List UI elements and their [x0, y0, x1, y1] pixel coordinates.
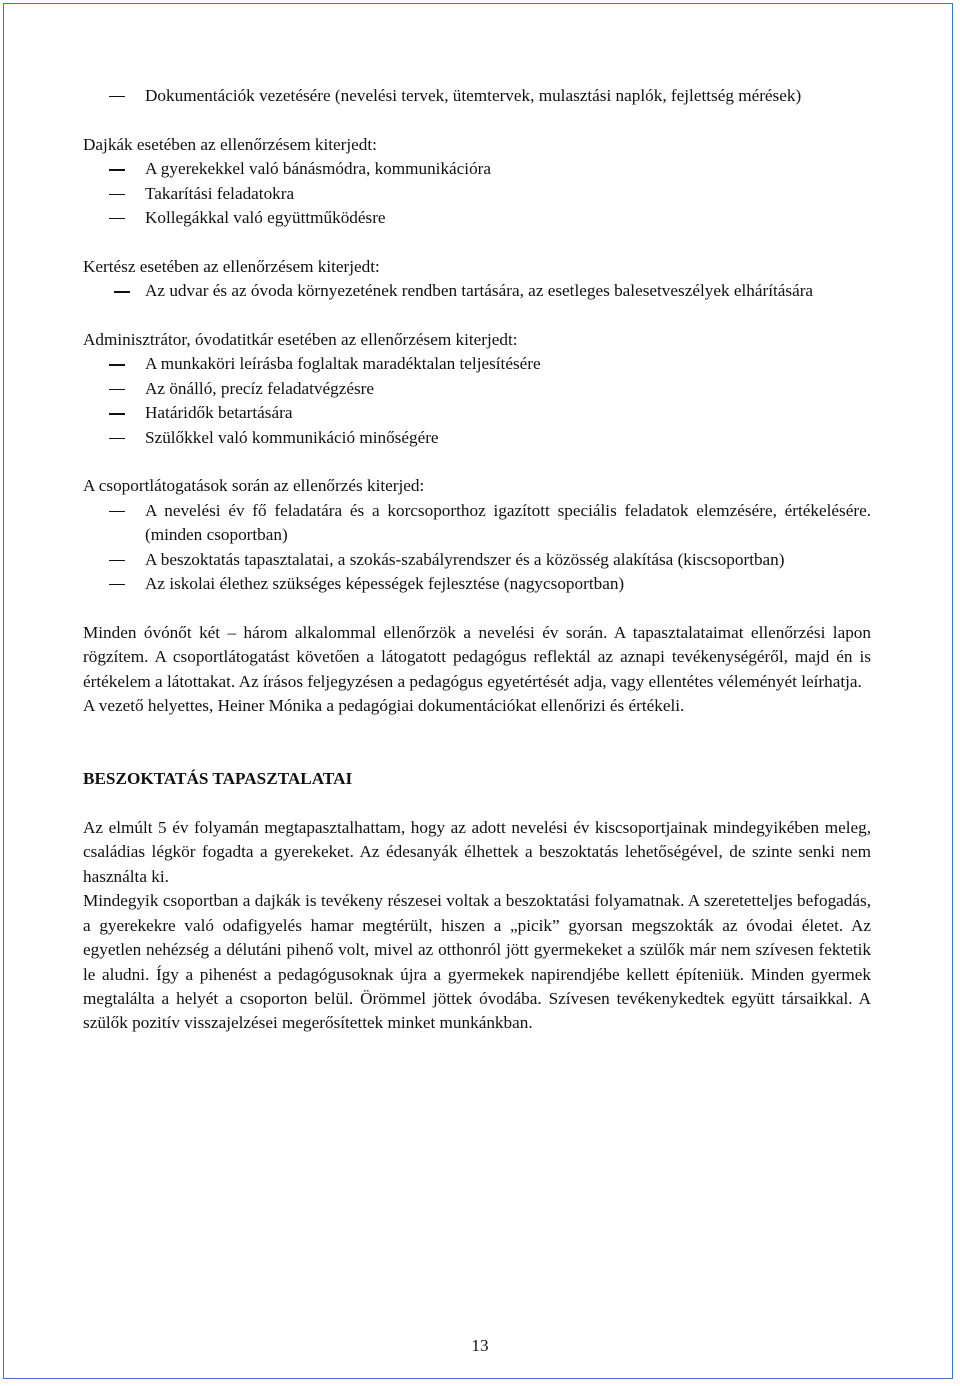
kertesz-section — [83, 255, 871, 304]
ellenorzes-paragraph: Minden óvónőt két – három alkalommal ellenőrzök a nevelési év során. A tapasztalataimat ellenőrzési lapon rögzítem. A csoportlátogatást követően a látogatott pedagógus reflektál az aznapi tevékenységéről, majd én is értékelem a látottakat. Az írásos feljegyzésen a pedagógus egyetértését adja, vagy ellentétes véleményét leírhatja. — [83, 622, 871, 691]
adminisztrator-item: Határidők betartására — [83, 401, 871, 425]
page-number: 13 — [471, 1336, 489, 1355]
adminisztrator-item: Az önálló, precíz feladatvégzésre — [83, 377, 871, 401]
csoportlatogatas-item: A nevelési év fő feladatára és a korcsoporthoz igazított speciális feladatok elemzésére, értékelésére. (minden csoportban) — [83, 499, 871, 548]
intro-list-item: Dokumentációk vezetésére (nevelési tervek, ütemtervek, mulasztási naplók, fejlettség mérések) — [83, 84, 871, 108]
document-body — [83, 84, 871, 1036]
csoportlatogatas-item: Az iskolai élethez szükséges képességek fejlesztése (nagycsoportban) — [83, 572, 871, 596]
dajkak-item: Takarítási feladatokra — [83, 182, 871, 206]
beszoktatas-paragraph: Mindegyik csoportban a dajkák is tevékeny részesei voltak a beszoktatási folyamatnak. A szeretetteljes befogadás, a gyerekekre való odafigyelés hamar megtérült, hiszen a „picik” gyorsan megszokták az óvodai életet. Az egyetlen nehézség a délutáni pihenő volt, mivel az otthonról jött gyermekeket a szülők már nem szívesen fektetik le aludni. Így a pihenést a pedagógusoknak újra a gyermekek napirendjébe kellett építeniük. Minden gyermek megtalálta a helyét a csoporton belül. Örömmel jöttek óvodába. Szívesen tevékenykedtek együtt társaikkal. A szülők pozitív visszajelzései megerősítettek minket munkánkban. — [83, 891, 871, 1033]
dajkak-item: A gyerekekkel való bánásmódra, kommunikációra — [83, 157, 871, 181]
beszoktatas-paragraph: Az elmúlt 5 év folyamán megtapasztalhattam, hogy az adott nevelési év kiscsoportjainak mindegyikében meleg, családias légkör fogadta a gyerekeket. Az édesanyák élhettek a beszoktatás lehetőségével, de szinte senki nem használta ki. — [83, 818, 871, 886]
kertesz-lead: Kertész esetében az ellenőrzésem kiterjedt: — [83, 256, 380, 276]
csoportlatogatas-item: A beszoktatás tapasztalatai, a szokás-szabályrendszer és a közösség alakítása (kiscsoportban) — [83, 548, 871, 572]
dajkak-section — [83, 133, 871, 231]
dajkak-lead: Dajkák esetében az ellenőrzésem kiterjedt: — [83, 134, 377, 154]
csoportlatogatas-section — [83, 474, 871, 596]
csoportlatogatas-lead: A csoportlátogatások során az ellenőrzés kiterjed: — [83, 476, 425, 496]
adminisztrator-item: Szülőkkel való kommunikáció minőségére — [83, 426, 871, 450]
ellenorzes-paragraphs — [83, 621, 871, 719]
adminisztrator-section — [83, 328, 871, 450]
kertesz-item: Az udvar és az óvoda környezetének rendben tartására, az esetleges balesetveszélyek elhárítására — [83, 279, 871, 303]
helyettes-paragraph: A vezető helyettes, Heiner Mónika a pedagógiai dokumentációkat ellenőrizi és értékeli. — [83, 696, 685, 716]
adminisztrator-item: A munkaköri leírásba foglaltak maradéktalan teljesítésére — [83, 352, 871, 376]
dajkak-item: Kollegákkal való együttműködésre — [83, 206, 871, 230]
adminisztrator-lead: Adminisztrátor, óvodatitkár esetében az ellenőrzésem kiterjedt: — [83, 330, 518, 350]
section-heading: BESZOKTATÁS TAPASZTALATAI — [83, 769, 353, 789]
